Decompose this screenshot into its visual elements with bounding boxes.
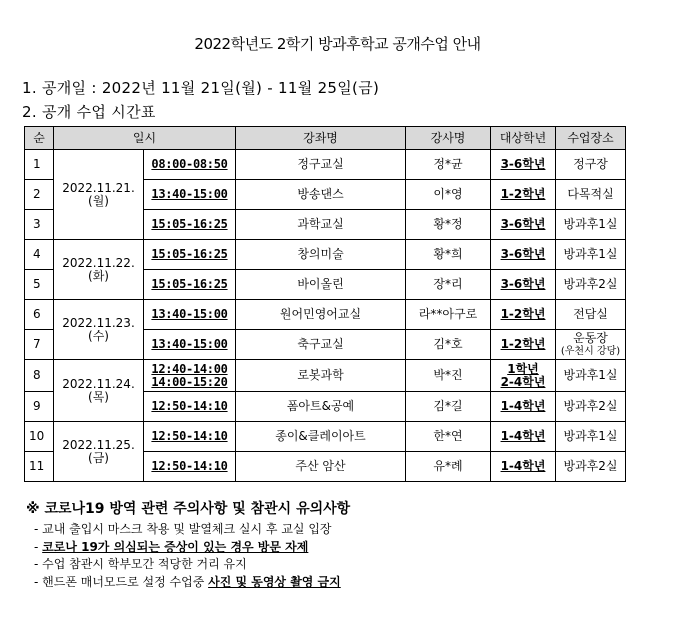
row-course: 폼아트&공예 [236,392,406,422]
row-no: 1 [25,150,54,180]
row-place: 방과후2실 [556,452,626,482]
date-cell: 2022.11.24. (목) [54,360,144,422]
row-grade: 1-2학년 [500,337,546,351]
note-dash: - [34,539,43,554]
notes-heading: ※ 코로나19 방역 관련 주의사항 및 참관시 유의사항 [26,501,351,517]
row-time: 12:40-14:00 [151,361,228,376]
row-teacher: 유*례 [406,452,491,482]
table-row [25,240,626,270]
row-time: 15:05-16:25 [151,217,228,231]
row-course: 축구교실 [236,330,406,360]
header-course: 강좌명 [236,127,406,150]
row-grade: 3-6학년 [500,157,546,171]
schedule-table [24,126,626,482]
row-place: 방과후1실 [556,240,626,270]
row-no: 10 [25,422,54,452]
header-datetime: 일시 [54,127,236,150]
date-cell: 2022.11.23. (수) [54,300,144,360]
row-teacher: 김*길 [406,392,491,422]
row-time: 12:50-14:10 [151,399,228,413]
row-time: 08:00-08:50 [151,157,228,171]
row-course: 종이&클레이아트 [236,422,406,452]
row-no: 9 [25,392,54,422]
row-course: 로봇과학 [236,360,406,392]
note-item: - 수업 참관시 학부모간 적당한 거리 유지 [34,557,247,571]
row-course: 방송댄스 [236,180,406,210]
row-time: 13:40-15:00 [151,337,228,351]
row-teacher: 라**아구로 [406,300,491,330]
row-no: 8 [25,360,54,392]
row-grade: 3-6학년 [500,277,546,291]
row-no: 7 [25,330,54,360]
table-row [25,300,626,330]
row-no: 11 [25,452,54,482]
note-item: - 교내 출입시 마스크 착용 및 발열체크 실시 후 교실 입장 [34,522,332,536]
row-place: 다목적실 [556,180,626,210]
row-place: 방과후1실 [556,210,626,240]
note-emphasis: 코로나 19가 의심되는 증상이 있는 경우 방문 자제 [42,539,309,554]
row-place: 전담실 [556,300,626,330]
header-place: 수업장소 [556,127,626,150]
row-grade: 3-6학년 [500,247,546,261]
row-course: 주산 암산 [236,452,406,482]
row-course: 창의미술 [236,240,406,270]
row-place [556,330,626,360]
row-grade: 1-4학년 [500,429,546,443]
note-item [26,539,350,557]
row-grade: 1-2학년 [500,307,546,321]
header-teacher: 강사명 [406,127,491,150]
row-time-2: 14:00-15:20 [151,374,228,389]
row-teacher: 이*영 [406,180,491,210]
row-teacher: 황*희 [406,240,491,270]
row-time: 15:05-16:25 [151,277,228,291]
table-row [25,150,626,180]
row-no: 2 [25,180,54,210]
row-course: 과학교실 [236,210,406,240]
note-text: - 핸드폰 매너모드로 설정 수업중 [34,574,209,589]
row-grade: 1-4학년 [500,399,546,413]
row-teacher: 황*정 [406,210,491,240]
place-sub: (우천시 강당) [560,345,621,357]
row-place: 방과후2실 [556,270,626,300]
row-time: 12:50-14:10 [151,459,228,473]
row-teacher: 장*리 [406,270,491,300]
row-teacher: 박*진 [406,360,491,392]
row-time: 12:50-14:10 [151,429,228,443]
row-grade: 1-4학년 [500,459,546,473]
table-row [25,360,626,392]
schedule-heading: 2. 공개 수업 시간표 [22,103,156,121]
row-place: 방과후1실 [556,360,626,392]
date-cell: 2022.11.22. (화) [54,240,144,300]
notes-section [26,498,350,591]
page-title: 2022학년도 2학기 방과후학교 공개수업 안내 [194,35,481,53]
open-day-line: 1. 공개일 : 2022년 11월 21일(월) - 11월 25일(금) [22,79,380,97]
row-time: 13:40-15:00 [151,307,228,321]
header-no: 순 [25,127,54,150]
date-cell: 2022.11.25. (금) [54,422,144,482]
row-grade: 1학년 [507,361,539,376]
header-grade: 대상학년 [491,127,556,150]
place-main: 운동장 [573,330,608,345]
row-no: 6 [25,300,54,330]
row-teacher: 한*연 [406,422,491,452]
row-no: 4 [25,240,54,270]
row-course: 바이올린 [236,270,406,300]
row-no: 5 [25,270,54,300]
row-teacher: 김*호 [406,330,491,360]
row-place: 방과후2실 [556,392,626,422]
note-item [26,574,350,592]
date-cell: 2022.11.21. (월) [54,150,144,240]
row-place: 방과후1실 [556,422,626,452]
row-course: 원어민영어교실 [236,300,406,330]
table-header-row [25,127,626,150]
row-time: 15:05-16:25 [151,247,228,261]
row-grade-2: 2-4학년 [500,374,546,389]
table-row [25,422,626,452]
row-place: 정구장 [556,150,626,180]
row-grade: 1-2학년 [500,187,546,201]
row-course: 정구교실 [236,150,406,180]
row-teacher: 정*균 [406,150,491,180]
row-no: 3 [25,210,54,240]
note-emphasis: 사진 및 동영상 촬영 금지 [208,574,341,589]
row-grade: 3-6학년 [500,217,546,231]
row-time: 13:40-15:00 [151,187,228,201]
